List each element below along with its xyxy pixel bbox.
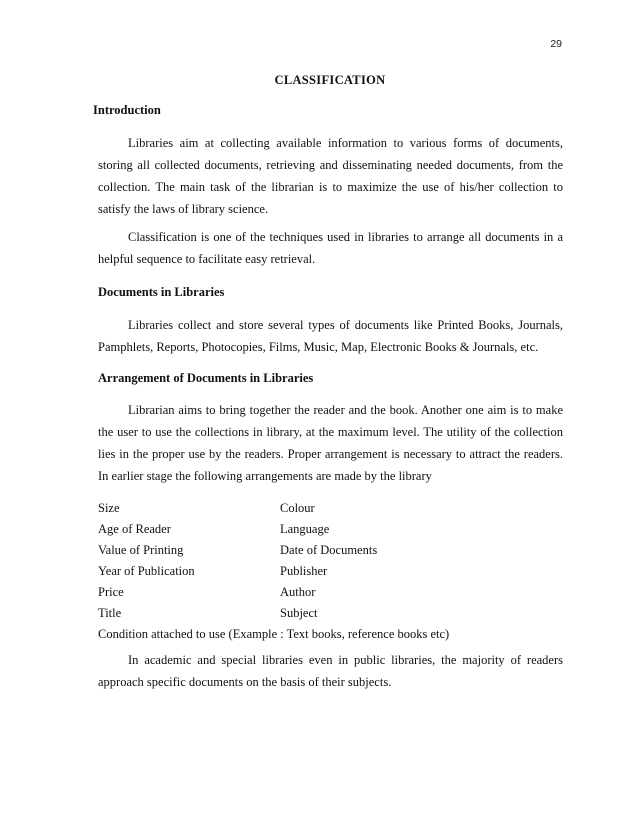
list-item: [98, 585, 563, 606]
condition-line: Condition attached to use (Example : Text books, reference books etc): [98, 627, 450, 641]
list-item-right: Colour: [280, 501, 315, 515]
introduction-heading: Introduction: [93, 103, 161, 117]
list-item: [98, 501, 563, 522]
list-item-left: Size: [98, 501, 120, 515]
list-item-right: Date of Documents: [280, 543, 378, 557]
introduction-paragraph-1: Libraries aim at collecting available information to various forms of documents, storing all collected documents, retrieving and disseminating needed documents, from the collection. The main task of the librarian is to maximize the use of his/her collection to satisfy the laws of library science.: [98, 136, 563, 216]
list-item-right: Author: [280, 585, 316, 599]
documents-paragraph: Libraries collect and store several types of documents like Printed Books, Journals, Pamphlets, Reports, Photocopies, Films, Music, Map, Electronic Books & Journals, etc.: [98, 318, 563, 354]
list-item-left: Price: [98, 585, 124, 599]
list-item: [98, 564, 563, 585]
list-item-left: Age of Reader: [98, 522, 171, 536]
closing-paragraph: In academic and special libraries even in public libraries, the majority of readers approach specific documents on the basis of their subjects.: [98, 653, 563, 689]
introduction-paragraph-2: Classification is one of the techniques used in libraries to arrange all documents in a helpful sequence to facilitate easy retrieval.: [98, 230, 563, 266]
list-item-left: Title: [98, 606, 122, 620]
page-title: CLASSIFICATION: [274, 73, 386, 87]
documents-heading: Documents in Libraries: [98, 285, 225, 299]
page-number: 29: [550, 38, 562, 50]
list-item-left: Value of Printing: [98, 543, 184, 557]
list-item: [98, 606, 563, 627]
list-item: [98, 522, 563, 543]
list-item-right: Publisher: [280, 564, 328, 578]
arrangement-heading: Arrangement of Documents in Libraries: [98, 371, 314, 385]
list-item-right: Subject: [280, 606, 318, 620]
list-item-left: Year of Publication: [98, 564, 195, 578]
list-item-right: Language: [280, 522, 330, 536]
list-item: [98, 543, 563, 564]
arrangement-paragraph: Librarian aims to bring together the reader and the book. Another one aim is to make the user to use the collections in library, at the maximum level. The utility of the collection lies in the proper use by the readers. Proper arrangement is necessary to attract the readers. In earlier stage the following arrangements are made by the library: [98, 403, 563, 483]
arrangement-list: [98, 501, 563, 627]
